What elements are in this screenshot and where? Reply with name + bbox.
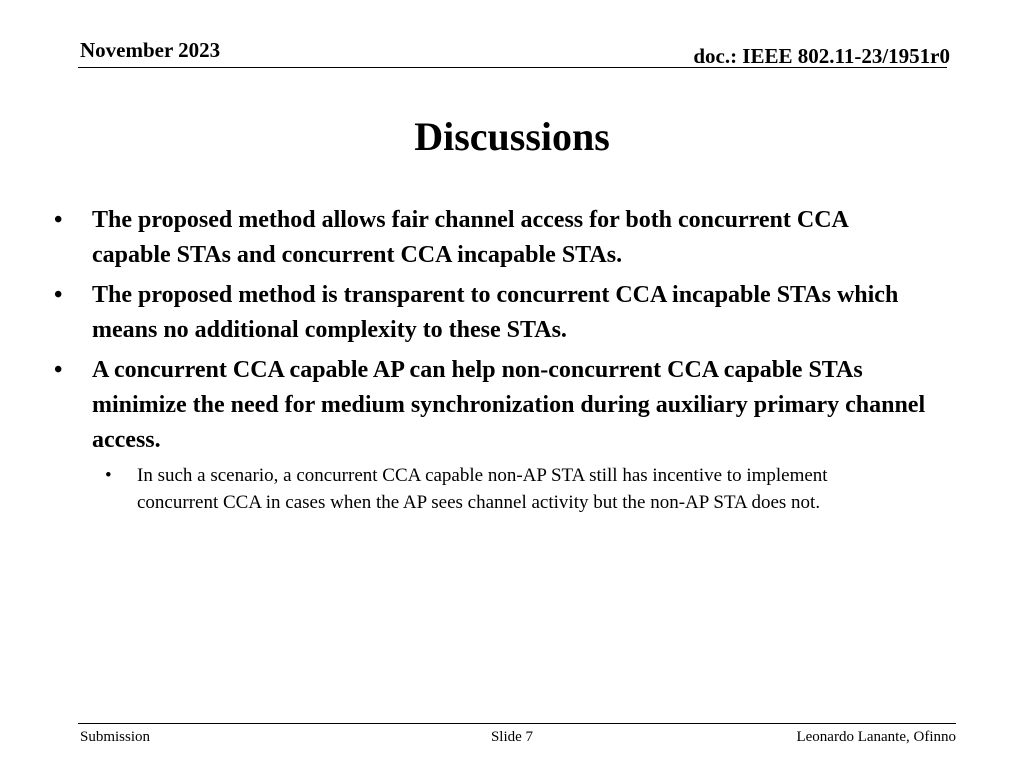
sub-bullet-item [92,462,877,516]
footer-divider [78,723,956,724]
header-divider [78,67,947,68]
bullet-item [50,278,930,348]
header-doc-id: doc.: IEEE 802.11-23/1951r0 [693,44,950,68]
sub-bullet-list [92,462,930,516]
footer-slide-number: Slide 7 [490,729,534,745]
sub-bullet-text: In such a scenario, a concurrent CCA capable non-AP STA still has incentive to implement concurrent CCA in cases when the AP sees channel activity but the non-AP STA does not. [137,465,828,513]
bullet-marker: • [54,357,63,383]
bullet-item [50,353,930,516]
bullet-item [50,203,930,273]
bullet-marker: • [54,282,63,308]
sub-bullet-marker: • [105,465,112,486]
slide-title: Discussions [414,114,610,159]
header-date: November 2023 [80,38,221,62]
footer-author: Leonardo Lanante, Ofinno [796,729,956,745]
bullet-text: A concurrent CCA capable AP can help non-concurrent CCA capable STAs minimize the need for medium synchronization during auxiliary primary channel access. [92,357,926,453]
footer-submission: Submission [80,729,151,745]
bullet-list [50,203,930,521]
bullet-text: The proposed method is transparent to concurrent CCA incapable STAs which means no additional complexity to these STAs. [92,282,899,343]
bullet-text: The proposed method allows fair channel access for both concurrent CCA capable STAs and concurrent CCA incapable STAs. [92,207,848,268]
bullet-marker: • [54,207,63,233]
